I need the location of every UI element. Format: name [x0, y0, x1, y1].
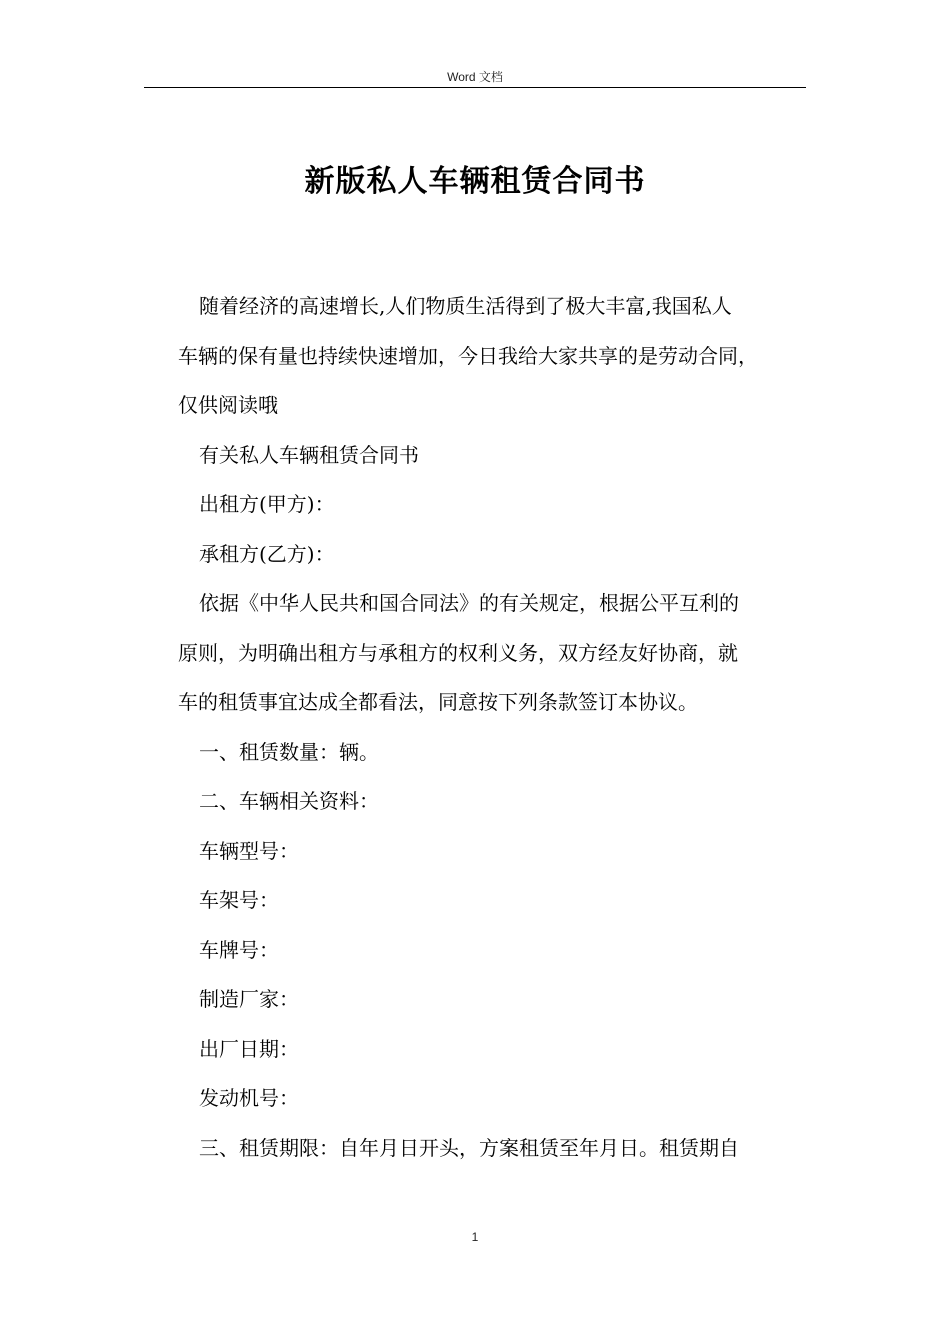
text-line: 车辆的保有量也持续快速增加，今日我给大家共享的是劳动合同，: [178, 343, 758, 368]
text-line: 三、租赁期限：自年月日开头，方案租赁至年月日。租赁期自: [199, 1135, 739, 1160]
paragraph-contract-heading: [178, 439, 808, 489]
text-line: 随着经济的高速增长,人们物质生活得到了极大丰富,我国私人: [199, 294, 732, 318]
text-line: 原则，为明确出租方与承租方的权利义务，双方经友好协商，就: [178, 640, 738, 665]
field-manufacture-date: [178, 1033, 808, 1083]
field-vehicle-model: [178, 835, 808, 885]
text-line: 出厂日期：: [199, 1036, 299, 1061]
text-line: 制造厂家：: [199, 987, 299, 1011]
page-number: 1: [471, 1230, 479, 1244]
text-line: 车牌号：: [199, 937, 279, 962]
page-header: Word 文档: [447, 70, 503, 84]
header-divider: [144, 87, 806, 88]
field-plate-number: [178, 934, 808, 984]
text-line: 车辆型号：: [199, 838, 299, 863]
text-line: 车架号：: [199, 888, 279, 912]
document-body: [178, 290, 808, 1181]
text-line: 仅供阅读哦: [178, 393, 278, 417]
text-line: 承租方(乙方)：: [199, 541, 335, 566]
text-line: 车的租赁事宜达成全都看法，同意按下列条款签订本协议。: [178, 690, 698, 714]
text-line: 二、车辆相关资料：: [199, 789, 379, 813]
text-line: 出租方(甲方)：: [199, 492, 335, 516]
document-title: 新版私人车辆租赁合同书: [304, 164, 646, 199]
paragraph-intro: [178, 290, 808, 439]
paragraph-rental-quantity: [178, 736, 808, 786]
field-engine-number: [178, 1082, 808, 1132]
text-line: 有关私人车辆租赁合同书: [199, 442, 419, 467]
paragraph-vehicle-info: [178, 785, 808, 835]
paragraph-legal-basis: [178, 587, 808, 736]
field-manufacturer: [178, 983, 808, 1033]
paragraph-rental-term: [178, 1132, 808, 1182]
text-line: 依据《中华人民共和国合同法》的有关规定，根据公平互利的: [199, 591, 739, 615]
text-line: 一、租赁数量：辆。: [199, 739, 379, 764]
paragraph-lessor: [178, 488, 808, 538]
text-line: 发动机号：: [199, 1086, 299, 1110]
field-frame-number: [178, 884, 808, 934]
paragraph-lessee: [178, 538, 808, 588]
